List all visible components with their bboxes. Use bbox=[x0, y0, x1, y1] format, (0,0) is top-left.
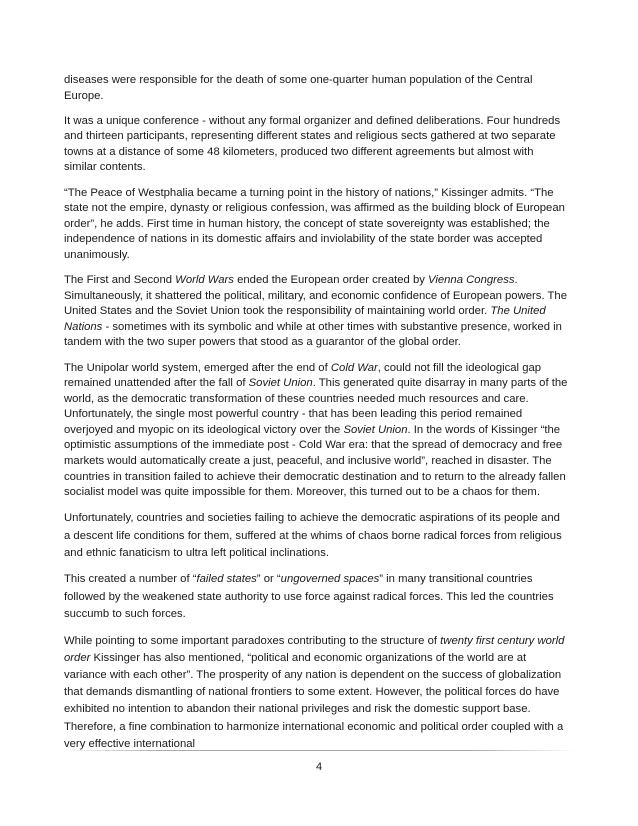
footer-divider bbox=[60, 750, 576, 751]
paragraph-8 bbox=[64, 633, 568, 753]
text-run: ” in many transitional countries followed by the weakened state authority to use force against radical forces. This led the countries succumb to such forces. bbox=[64, 573, 554, 620]
italic-term: World Wars bbox=[175, 274, 234, 287]
text-run: . Simultaneously, it shattered the political, military, and economic confidence of European powers. The United States and the Soviet Union took the responsibility of maintaining world order. bbox=[64, 274, 567, 318]
paragraph-2 bbox=[64, 114, 568, 176]
text-run: This created a number of “ bbox=[64, 573, 197, 586]
text-run: diseases were responsible for the death of some one-quarter human population of the Central Europe. bbox=[64, 74, 533, 102]
text-run: ” or “ bbox=[256, 573, 281, 586]
body-text bbox=[64, 73, 568, 762]
italic-term: ungoverned spaces bbox=[280, 573, 380, 586]
paragraph-3 bbox=[64, 186, 568, 264]
text-run: . This generated quite disarray in many parts of the world, as the democratic transformation of these countries needed much resources and care. Unfortunately, the single most powerful country - that has been leading this period remained overjoyed and myopic on its ideological victory over the bbox=[64, 377, 568, 436]
page-number: 4 bbox=[315, 761, 323, 773]
italic-term: twenty first century world order bbox=[64, 634, 565, 664]
text-run: Unfortunately, countries and societies failing to achieve the democratic aspirations of its people and a descent life conditions for them, suffered at the whims of chaos borne radical forces from religious and ethnic fanaticism to ultra left political inclinations. bbox=[64, 512, 562, 559]
paragraph-1 bbox=[64, 73, 568, 104]
italic-term: Vienna Congress bbox=[428, 274, 515, 287]
text-run: , could not fill the ideological gap remained unattended after the fall of bbox=[64, 361, 542, 390]
text-run: - sometimes with its symbolic and while at other times with substantive presence, worked in tandem with the two super powers that stood as a guarantor of the global order. bbox=[64, 320, 562, 349]
italic-term: Cold War bbox=[330, 361, 378, 374]
text-run: . In the words of Kissinger “the optimistic assumptions of the immediate post - Cold War era: that the spread of democracy and free markets would automatically create a just, peaceful, and inclusive world”, reached in disaster. The countries in transition failed to achieve their democratic destination and to return to the already fallen socialist model was quite impossible for them. Moreover, this turned out to be a chaos for them. bbox=[64, 423, 566, 499]
paragraph-5 bbox=[64, 361, 568, 501]
text-run: The First and Second bbox=[64, 274, 176, 287]
paragraph-6 bbox=[64, 510, 568, 562]
italic-term: Soviet Union bbox=[343, 423, 408, 436]
text-run: The Unipolar world system, emerged after the end of bbox=[64, 361, 331, 374]
text-run: ended the European order created by bbox=[233, 274, 429, 287]
italic-term: failed states bbox=[196, 573, 257, 586]
paragraph-4 bbox=[64, 273, 568, 351]
italic-term: The United Nations bbox=[64, 305, 546, 333]
text-run: It was a unique conference - without any formal organizer and defined deliberations. Four hundreds and thirteen participants, representing different states and religious sects gathered at two separate towns at a distance of some 48 kilometers, produced two different agreements but almost with similar contents. bbox=[64, 114, 561, 174]
paragraph-7 bbox=[64, 571, 568, 623]
text-run: While pointing to some important paradoxes contributing to the structure of bbox=[64, 634, 441, 647]
text-run: Kissinger has also mentioned, “political and economic organizations of the world are at variance with each other”. The prosperity of any nation is dependent on the success of globalization that demands dismantling of national frontiers to some extent. However, the political forces do have exhibited no intention to abandon their national privileges and risk the domestic support base. Therefore, a fine combination to harmonize international economic and political order coupled with a very effective international bbox=[64, 651, 564, 750]
text-run: “The Peace of Westphalia became a turning point in the history of nations,” Kissinger admits. “The state not the empire, dynasty or religious confession, was affirmed as the building block of European order”, he adds. First time in human history, the concept of state sovereignty was established; the independence of nations in its domestic affairs and inviolability of the state border was accepted unanimously. bbox=[64, 186, 565, 261]
italic-term: Soviet Union bbox=[248, 377, 313, 390]
